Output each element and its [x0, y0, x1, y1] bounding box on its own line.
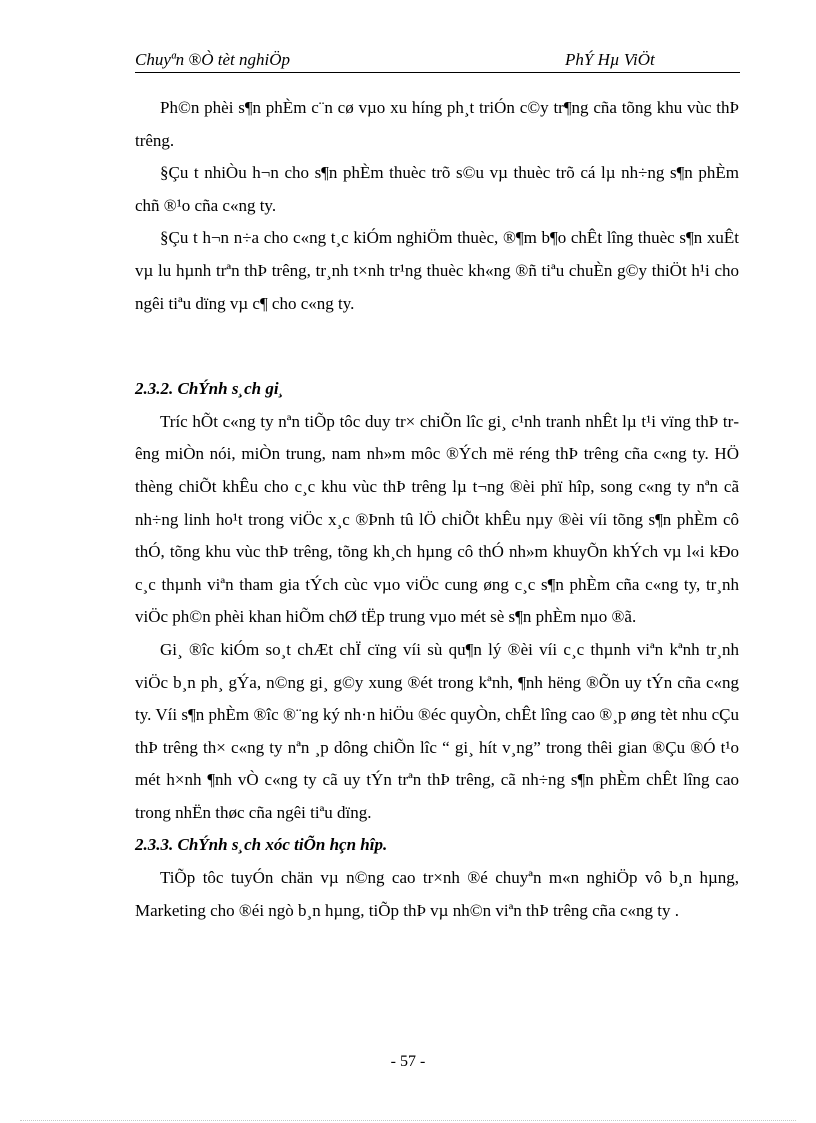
paragraph-investment-products: §Çu t nhiÒu h¬n cho s¶n phÈm thuèc trõ s©u vµ thuèc trõ cá lµ nh÷ng s¶n phÈm chñ ®¹o cña c«ng ty. — [135, 163, 739, 215]
paragraph-price-control: Gi¸ ®îc kiÓm so¸t chÆt chÏ cïng víi sù qu¶n lý ®èi víi c¸c thµnh viªn kªnh tr¸nh viÖc b¸n ph¸ gÝa, n©ng gi¸ g©y xung ®ét trong kªnh, ¶nh hëng ®Õn uy tÝn cña c«ng ty. Víi s¶n phÈm ®îc ®¨ng ký nh·n hiÖu ®éc quyÒn, chÊt lîng cao ®¸p øng tèt nhu cÇu thÞ trêng th× c«ng ty nªn ¸p dông chiÕn lîc “ gi¸ hít v¸ng” trong thêi gian ®Çu ®Ó t¹o mét h×nh ¶nh vÒ c«ng ty cã uy tÝn trªn thÞ trêng, cã nh÷ng s¶n phÈm chÊt lîng cao trong nhËn thøc cña ngêi tiªu dïng. — [135, 639, 739, 822]
paragraph-distribution: Ph©n phèi s¶n phÈm c¨n cø vµo xu híng ph¸t triÓn c©y tr¶ng cña tõng khu vùc thÞ trêng. — [135, 98, 739, 150]
paragraph-price-strategy: Tríc hÕt c«ng ty nªn tiÕp tôc duy tr× chiÕn lîc gi¸ c¹nh tranh nhÊt lµ t¹i vïng thÞ trêng miÒn nói, miÒn trung, nam nh»m môc ®Ých më réng thÞ trêng cña c«ng ty. HÖ thèng chiÕt khÊu cho c¸c khu vùc thÞ trêng lµ t¬ng ®èi phï hîp, song c«ng ty nªn cã nh÷ng linh ho¹t trong viÖc x¸c ®Þnh tû lÖ chiÕt khÊu nµy ®èi víi tõng s¶n phÈm cô thÓ, tõng khu vùc thÞ trêng, tõng kh¸ch hµng cô thÓ nh»m khuyÕn khÝch vµ l«i kÐo c¸c thµnh viªn tham gia tÝch cùc vµo viÖc cung øng c¸c s¶n phÈm cña c«ng ty, tr¸nh viÖc ph©n phèi khan hiÕm chØ tËp trung vµo mét sè s¶n phÈm nµo ®ã. — [135, 411, 739, 627]
page-body — [135, 92, 739, 927]
page-header — [135, 50, 740, 73]
page-bottom-divider — [20, 1120, 796, 1121]
page-number: - 57 - — [390, 1053, 426, 1070]
section-spacer — [135, 320, 739, 373]
paragraph-sales-training: TiÕp tôc tuyÓn chän vµ n©ng cao tr×nh ®é chuyªn m«n nghiÖp vô b¸n hµng, Marketing cho ®éi ngò b¸n hµng, tiÕp thÞ vµ nh©n viªn thÞ trêng cña c«ng ty . — [135, 868, 739, 920]
heading-price-policy: 2.3.2. ChÝnh s¸ch gi¸ — [135, 379, 285, 399]
header-document-title: Chuyªn ®Ò tèt nghiÖp — [135, 50, 291, 69]
paragraph-quality-testing: §Çu t h¬n n÷a cho c«ng t¸c kiÓm nghiÖm thuèc, ®¶m b¶o chÊt lîng thuèc s¶n xuÊt vµ lu hµnh trªn thÞ trêng, tr¸nh t×nh tr¹ng thuèc kh«ng ®ñ tiªu chuÈn g©y thiÖt h¹i cho ngêi tiªu dïng vµ c¶ cho c«ng ty. — [135, 228, 739, 313]
heading-promotion-policy: 2.3.3. ChÝnh s¸ch xóc tiÕn hçn hîp. — [135, 835, 388, 855]
header-author: PhÝ Hµ ViÖt — [565, 50, 655, 69]
